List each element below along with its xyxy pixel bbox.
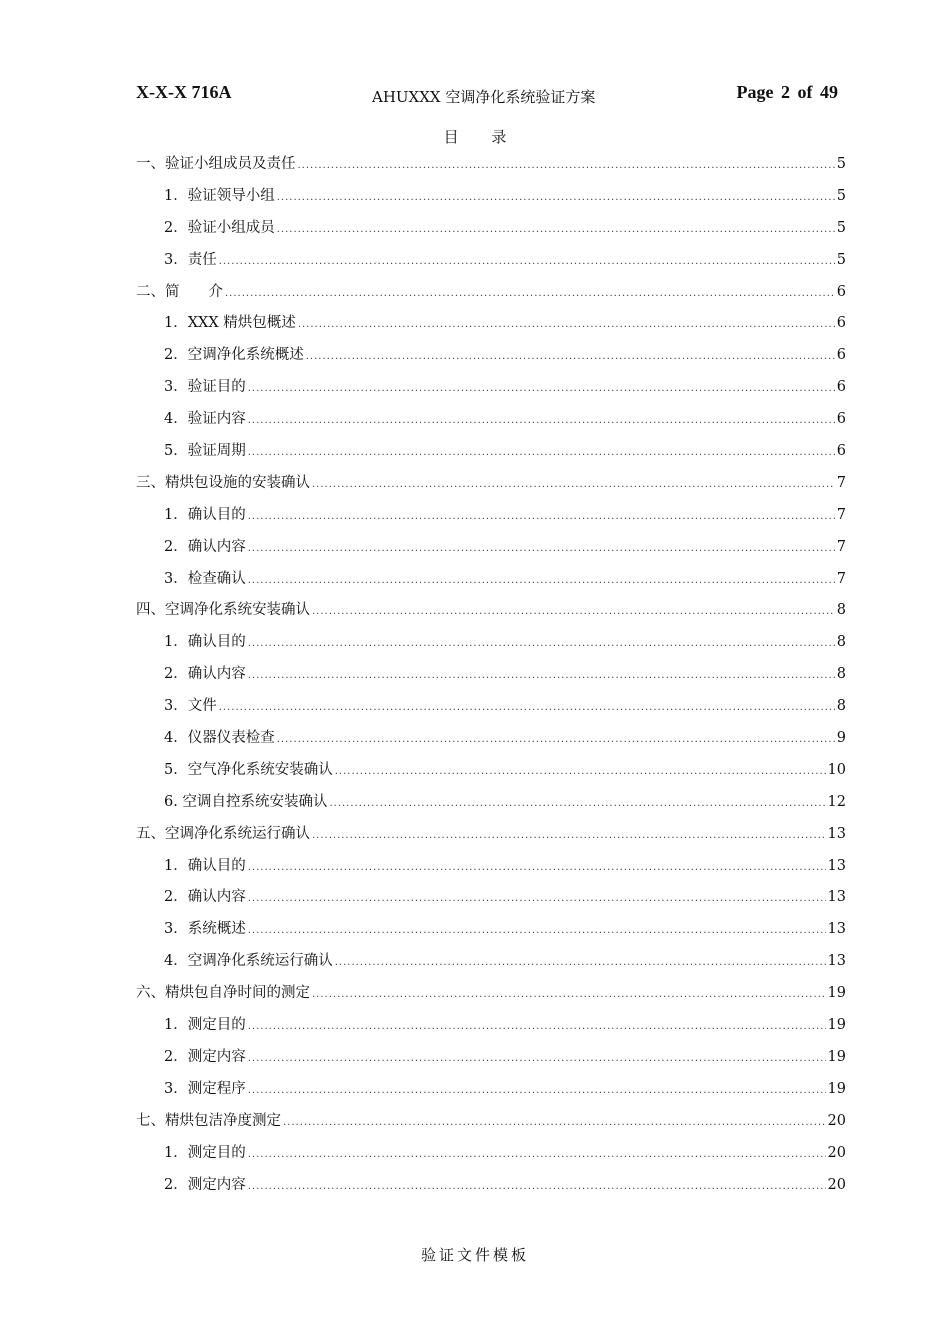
toc-entry-page: 13 bbox=[827, 889, 846, 906]
toc-subsection-entry[interactable] bbox=[136, 1045, 846, 1077]
toc-dot-leader bbox=[312, 479, 835, 490]
toc-entry-page: 6 bbox=[836, 315, 846, 332]
toc-entry-label: 1．确认目的 bbox=[164, 857, 246, 874]
toc-dot-leader bbox=[248, 415, 835, 426]
toc-subsection-entry[interactable] bbox=[136, 184, 846, 216]
toc-dot-leader bbox=[283, 1117, 826, 1128]
toc-dot-leader bbox=[312, 606, 835, 617]
toc-subsection-entry[interactable] bbox=[136, 917, 846, 949]
document-title: AHUXXX 空调净化系统验证方案 bbox=[372, 88, 596, 106]
toc-dot-leader bbox=[248, 383, 835, 394]
toc-dot-leader bbox=[248, 1053, 826, 1064]
page-number: Page 2 of 49 bbox=[736, 82, 838, 102]
toc-entry-page: 20 bbox=[827, 1176, 846, 1193]
toc-entry-label: 2．测定内容 bbox=[164, 1176, 246, 1193]
toc-entry-page: 13 bbox=[827, 857, 846, 874]
toc-entry-page: 8 bbox=[836, 698, 846, 715]
toc-heading: 目 录 bbox=[443, 128, 521, 146]
toc-dot-leader bbox=[248, 893, 826, 904]
toc-entry-label: 七、精烘包洁净度测定 bbox=[136, 1112, 281, 1129]
toc-entry-label: 3．责任 bbox=[164, 251, 217, 268]
toc-entry-label: 1．验证领导小组 bbox=[164, 187, 275, 204]
toc-entry-label: 2．确认内容 bbox=[164, 889, 246, 906]
toc-dot-leader bbox=[219, 702, 835, 713]
toc-section-entry[interactable] bbox=[136, 280, 846, 312]
toc-entry-page: 6 bbox=[836, 443, 846, 460]
toc-entry-label: 五、空调净化系统运行确认 bbox=[136, 825, 310, 842]
toc-entry-label: 二、简 介 bbox=[136, 283, 223, 300]
toc-entry-label: 5．空气净化系统安装确认 bbox=[164, 761, 333, 778]
toc-section-entry[interactable] bbox=[136, 598, 846, 630]
toc-dot-leader bbox=[277, 734, 835, 745]
toc-dot-leader bbox=[248, 1149, 826, 1160]
toc-entry-label: 3．验证目的 bbox=[164, 379, 246, 396]
toc-entry-label: 1．确认目的 bbox=[164, 634, 246, 651]
toc-entry-page: 8 bbox=[836, 666, 846, 683]
toc-entry-label: 2．确认内容 bbox=[164, 666, 246, 683]
toc-subsection-entry[interactable] bbox=[136, 790, 846, 822]
toc-section-entry[interactable] bbox=[136, 471, 846, 503]
toc-entry-label: 1．确认目的 bbox=[164, 506, 246, 523]
toc-entry-label: 3．系统概述 bbox=[164, 921, 246, 938]
toc-entry-page: 5 bbox=[836, 187, 846, 204]
toc-entry-label: 一、验证小组成员及责任 bbox=[136, 156, 296, 172]
toc-entry-label: 1．测定目的 bbox=[164, 1017, 246, 1034]
document-code: X-X-X 716A bbox=[136, 82, 232, 102]
toc-subsection-entry[interactable] bbox=[136, 567, 846, 599]
page-header bbox=[136, 80, 838, 110]
toc-subsection-entry[interactable] bbox=[136, 248, 846, 280]
toc-entry-label: 6. 空调自控系统安装确认 bbox=[164, 793, 328, 810]
toc-dot-leader bbox=[329, 798, 825, 809]
toc-entry-page: 13 bbox=[827, 825, 846, 842]
toc-subsection-entry[interactable] bbox=[136, 375, 846, 407]
toc-entry-page: 6 bbox=[836, 283, 846, 300]
toc-entry-page: 6 bbox=[836, 347, 846, 364]
toc-subsection-entry[interactable] bbox=[136, 1141, 846, 1173]
toc-entry-page: 19 bbox=[827, 1080, 846, 1097]
toc-subsection-entry[interactable] bbox=[136, 439, 846, 471]
toc-subsection-entry[interactable] bbox=[136, 949, 846, 981]
page-footer: 验证文件模板 bbox=[420, 1246, 529, 1264]
toc-entry-label: 1．测定目的 bbox=[164, 1144, 246, 1161]
toc-entry-label: 六、精烘包自净时间的测定 bbox=[136, 985, 310, 1002]
toc-dot-leader bbox=[248, 925, 826, 936]
toc-section-entry[interactable] bbox=[136, 981, 846, 1013]
toc-entry-page: 19 bbox=[827, 1048, 846, 1065]
toc-entry-page: 7 bbox=[836, 538, 846, 555]
toc-dot-leader bbox=[312, 830, 826, 841]
toc-entry-page: 8 bbox=[836, 634, 846, 651]
toc-entry-label: 3．文件 bbox=[164, 698, 217, 715]
toc-subsection-entry[interactable] bbox=[136, 726, 846, 758]
toc-dot-leader bbox=[248, 862, 826, 873]
toc-dot-leader bbox=[335, 766, 826, 777]
toc-dot-leader bbox=[248, 1021, 826, 1032]
toc-entry-label: 四、空调净化系统安装确认 bbox=[136, 602, 310, 619]
toc-entry-page: 9 bbox=[836, 730, 846, 747]
toc-dot-leader bbox=[248, 638, 835, 649]
toc-dot-leader bbox=[312, 989, 826, 1000]
toc-subsection-entry[interactable] bbox=[136, 1173, 846, 1205]
table-of-contents bbox=[136, 152, 846, 1204]
toc-entry-label: 4．空调净化系统运行确认 bbox=[164, 953, 333, 970]
toc-entry-label: 3．检查确认 bbox=[164, 570, 246, 587]
toc-dot-leader bbox=[277, 192, 835, 203]
toc-entry-page: 19 bbox=[827, 985, 846, 1002]
toc-dot-leader bbox=[277, 224, 835, 235]
toc-dot-leader bbox=[248, 1181, 826, 1192]
toc-subsection-entry[interactable] bbox=[136, 311, 846, 343]
toc-dot-leader bbox=[298, 319, 835, 330]
toc-entry-page: 5 bbox=[836, 251, 846, 268]
toc-entry-page: 20 bbox=[827, 1144, 846, 1161]
toc-dot-leader bbox=[335, 957, 826, 968]
toc-dot-leader bbox=[248, 447, 835, 458]
toc-subsection-entry[interactable] bbox=[136, 694, 846, 726]
toc-entry-page: 5 bbox=[836, 156, 846, 172]
toc-subsection-entry[interactable] bbox=[136, 630, 846, 662]
toc-entry-page: 13 bbox=[827, 953, 846, 970]
toc-subsection-entry[interactable] bbox=[136, 1013, 846, 1045]
toc-entry-page: 20 bbox=[827, 1112, 846, 1129]
toc-entry-page: 6 bbox=[836, 379, 846, 396]
toc-entry-page: 7 bbox=[836, 474, 846, 491]
toc-dot-leader bbox=[219, 256, 835, 267]
toc-entry-label: 2．验证小组成员 bbox=[164, 219, 275, 236]
toc-subsection-entry[interactable] bbox=[136, 535, 846, 567]
toc-entry-page: 12 bbox=[827, 793, 846, 810]
toc-dot-leader bbox=[225, 288, 835, 299]
toc-section-entry[interactable] bbox=[136, 1109, 846, 1141]
toc-dot-leader bbox=[248, 670, 835, 681]
toc-entry-page: 8 bbox=[836, 602, 846, 619]
toc-subsection-entry[interactable] bbox=[136, 885, 846, 917]
toc-entry-label: 三、精烘包设施的安装确认 bbox=[136, 474, 310, 491]
toc-subsection-entry[interactable] bbox=[136, 216, 846, 248]
toc-entry-label: 5．验证周期 bbox=[164, 443, 246, 460]
toc-subsection-entry[interactable] bbox=[136, 503, 846, 535]
toc-subsection-entry[interactable] bbox=[136, 854, 846, 886]
toc-dot-leader bbox=[298, 160, 835, 171]
toc-subsection-entry[interactable] bbox=[136, 758, 846, 790]
toc-entry-page: 7 bbox=[836, 506, 846, 523]
toc-dot-leader bbox=[248, 1085, 826, 1096]
toc-dot-leader bbox=[306, 351, 835, 362]
toc-entry-page: 19 bbox=[827, 1017, 846, 1034]
toc-subsection-entry[interactable] bbox=[136, 662, 846, 694]
toc-subsection-entry[interactable] bbox=[136, 343, 846, 375]
toc-dot-leader bbox=[248, 511, 835, 522]
toc-entry-label: 2．测定内容 bbox=[164, 1048, 246, 1065]
toc-entry-page: 6 bbox=[836, 411, 846, 428]
toc-entry-label: 2．确认内容 bbox=[164, 538, 246, 555]
toc-entry-page: 13 bbox=[827, 921, 846, 938]
toc-entry-label: 1．XXX 精烘包概述 bbox=[164, 315, 296, 332]
toc-entry-label: 4．验证内容 bbox=[164, 411, 246, 428]
toc-dot-leader bbox=[248, 575, 835, 586]
toc-entry-page: 5 bbox=[836, 219, 846, 236]
toc-entry-label: 4．仪器仪表检查 bbox=[164, 730, 275, 747]
toc-entry-page: 10 bbox=[827, 761, 846, 778]
toc-section-entry[interactable] bbox=[136, 822, 846, 854]
toc-entry-page: 7 bbox=[836, 570, 846, 587]
toc-section-entry[interactable] bbox=[136, 152, 846, 184]
toc-subsection-entry[interactable] bbox=[136, 1077, 846, 1109]
toc-subsection-entry[interactable] bbox=[136, 407, 846, 439]
toc-dot-leader bbox=[248, 543, 835, 554]
toc-entry-label: 2．空调净化系统概述 bbox=[164, 347, 304, 364]
toc-entry-label: 3．测定程序 bbox=[164, 1080, 246, 1097]
